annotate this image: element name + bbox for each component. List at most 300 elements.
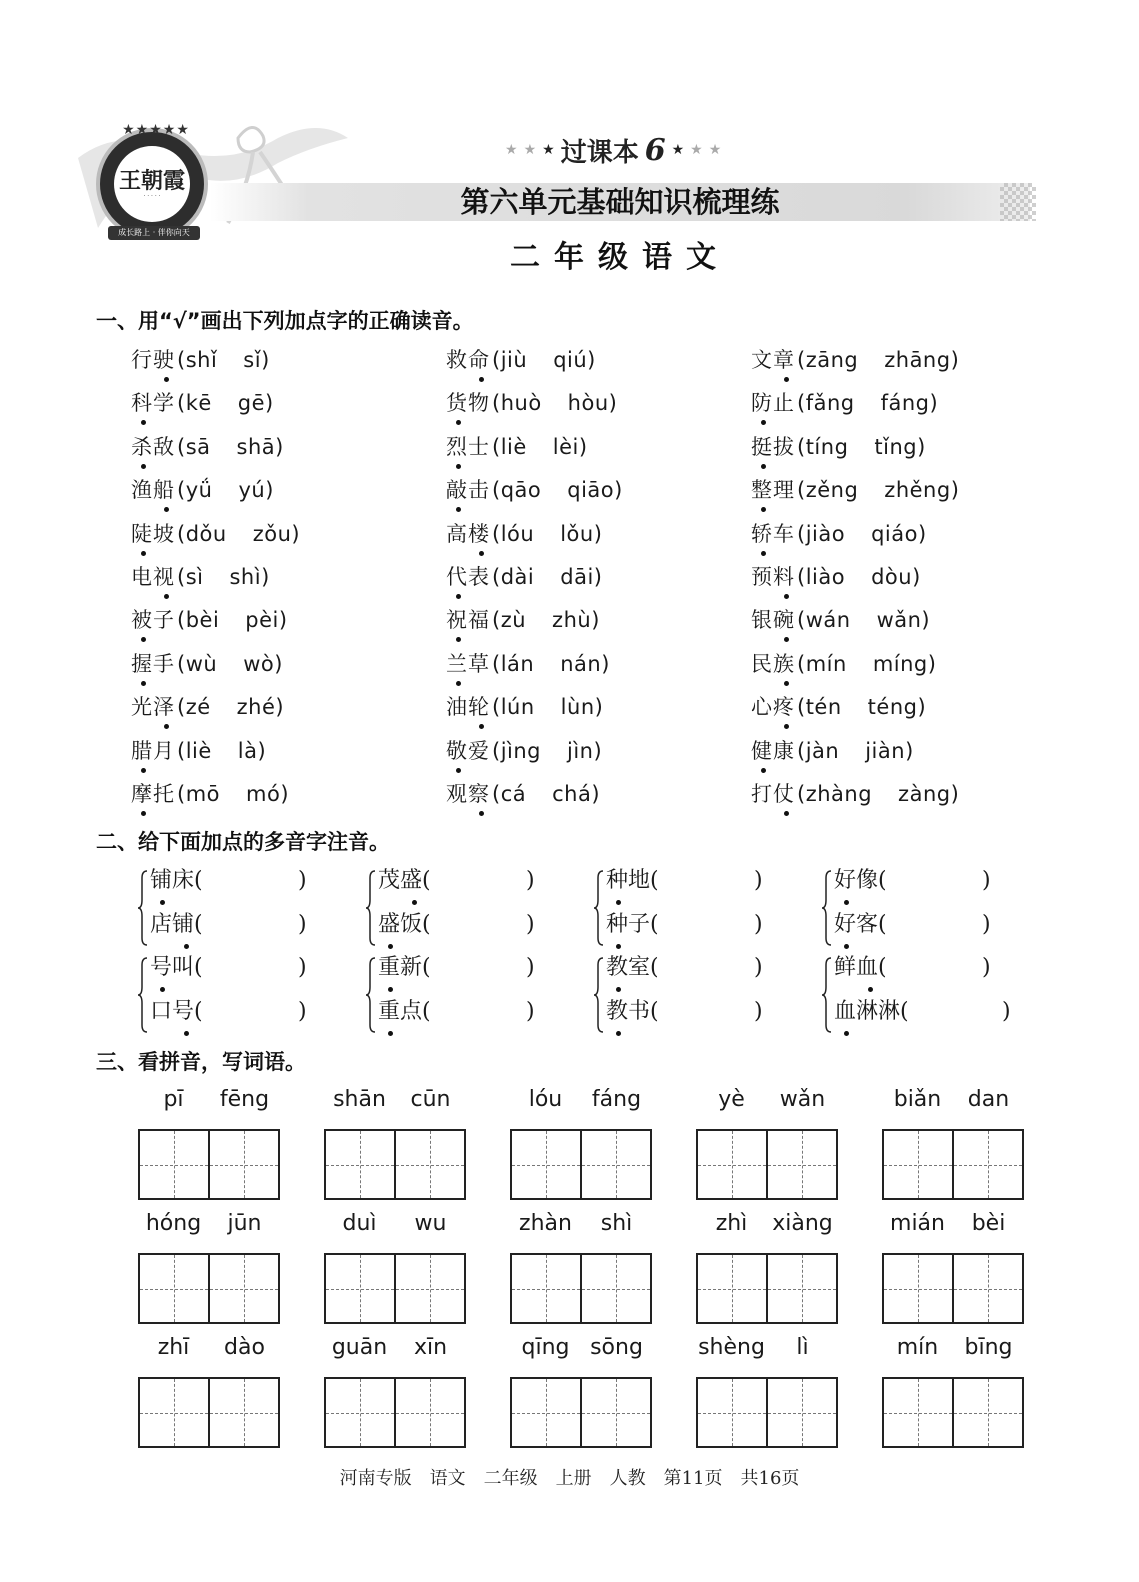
pinyin-option[interactable]: sǐ	[243, 348, 262, 372]
pinyin-syllable: duì	[342, 1211, 377, 1236]
brace-icon	[822, 957, 832, 1033]
pinyin-option[interactable]: zé	[185, 695, 211, 720]
emphasis-dot-icon	[616, 944, 621, 949]
emphasis-dot-icon	[784, 811, 789, 816]
tianzige-grid	[882, 1377, 1024, 1448]
brace-icon	[138, 870, 148, 946]
pinyin-option[interactable]: zhé	[236, 695, 276, 720]
emphasis-dot-icon	[761, 464, 766, 469]
answer-blank[interactable]: )	[754, 868, 763, 893]
pinyin-option[interactable]: jiàn	[865, 738, 906, 763]
answer-open-paren: (	[878, 868, 887, 893]
logo-subtext: · · · · ·	[143, 192, 161, 200]
pinyin-syllable: sōng	[590, 1335, 643, 1360]
pinyin-option[interactable]: liào	[805, 565, 846, 589]
pinyin-option[interactable]: jiào	[805, 521, 846, 546]
writing-cell[interactable]	[698, 1131, 766, 1198]
pinyin-options: (shǐ sǐ)	[177, 348, 270, 372]
pinyin-syllable: guān	[331, 1335, 388, 1360]
pinyin-syllable: mián	[890, 1211, 945, 1236]
pinyin-options: (jiào qiáo)	[797, 521, 927, 546]
item-word: 预料	[751, 562, 795, 592]
pinyin-syllable: zhàn	[519, 1211, 572, 1236]
writing-cell[interactable]	[884, 1131, 952, 1198]
pinyin-option[interactable]: wán	[805, 608, 851, 633]
polyphone-group	[366, 953, 546, 1037]
pinyin-option[interactable]: jiù	[500, 348, 528, 372]
polyphone-line	[834, 910, 1014, 950]
answer-blank[interactable]: )	[298, 912, 307, 937]
pronunciation-item	[446, 388, 617, 428]
pronunciation-item	[131, 562, 270, 602]
pinyin-option[interactable]: jìng	[500, 738, 542, 763]
pinyin-prompt	[324, 1087, 466, 1117]
logo-tagline: 成长路上 · 伴你向天	[108, 226, 200, 240]
pinyin-syllable: xiàng	[772, 1211, 833, 1236]
pinyin-option[interactable]: tíng	[805, 434, 849, 459]
pronunciation-item	[751, 649, 936, 689]
pinyin-options: (liè là)	[177, 738, 267, 763]
tianzige-grid	[510, 1253, 652, 1324]
pinyin-option[interactable]: fáng	[880, 391, 930, 416]
pinyin-option[interactable]: lǒu	[560, 521, 594, 546]
pronunciation-item	[751, 388, 938, 428]
writing-cell[interactable]	[580, 1131, 650, 1198]
item-word: 油轮	[446, 692, 490, 722]
emphasis-dot-icon	[616, 900, 621, 905]
pinyin-options: (mín míng)	[797, 651, 937, 676]
tianzige-grid	[696, 1377, 838, 1448]
answer-open-paren: (	[422, 868, 431, 893]
answer-open-paren: (	[650, 955, 659, 980]
series-title: 过课本	[560, 137, 639, 168]
pinyin-options: (cá chá)	[492, 782, 601, 806]
emphasis-dot-icon	[761, 507, 766, 512]
writing-cell[interactable]	[326, 1379, 394, 1446]
pinyin-option[interactable]: tén	[805, 695, 842, 720]
item-word: 文章	[751, 345, 795, 375]
polyphone-word: 茂盛	[378, 868, 422, 893]
brace-icon	[366, 870, 376, 946]
pinyin-prompt	[510, 1335, 652, 1365]
pinyin-option[interactable]: qiú	[553, 348, 588, 372]
answer-open-paren: (	[878, 955, 887, 980]
pinyin-options: (sì shì)	[177, 565, 270, 589]
emphasis-dot-icon	[141, 768, 146, 773]
brace-icon	[822, 870, 832, 946]
star-icon: ★	[523, 142, 537, 158]
emphasis-dot-icon	[456, 464, 461, 469]
writing-cell[interactable]	[952, 1255, 1022, 1322]
pinyin-syllable: shì	[600, 1211, 633, 1236]
pinyin-prompt	[510, 1087, 652, 1117]
pinyin-syllable: cūn	[410, 1087, 451, 1112]
writing-cell[interactable]	[766, 1379, 836, 1446]
pinyin-prompt	[138, 1335, 280, 1365]
emphasis-dot-icon	[141, 681, 146, 686]
pinyin-prompt	[882, 1211, 1024, 1241]
pinyin-option[interactable]: sì	[185, 565, 204, 589]
emphasis-dot-icon	[844, 1031, 849, 1036]
writing-cell[interactable]	[698, 1255, 766, 1322]
pinyin-option[interactable]: yǘ	[185, 478, 213, 503]
item-word: 摩托	[131, 779, 175, 809]
tianzige-grid	[882, 1129, 1024, 1200]
writing-cell[interactable]	[394, 1131, 464, 1198]
item-word: 防止	[751, 388, 795, 418]
pinyin-option[interactable]: lèi	[552, 434, 579, 459]
pinyin-option[interactable]: sā	[185, 434, 211, 459]
item-word: 观察	[446, 779, 490, 809]
polyphone-word: 种地	[606, 868, 650, 893]
emphasis-dot-icon	[784, 594, 789, 599]
answer-open-paren: (	[194, 868, 203, 893]
pronunciation-item	[751, 562, 921, 602]
pinyin-option[interactable]: jìn	[567, 738, 594, 763]
pinyin-option[interactable]: dài	[500, 565, 535, 589]
answer-open-paren: (	[194, 912, 203, 937]
polyphone-line	[834, 997, 1014, 1037]
pronunciation-item	[131, 345, 270, 385]
writing-cell[interactable]	[766, 1131, 836, 1198]
polyphone-line	[834, 866, 1014, 906]
answer-blank[interactable]: )	[526, 955, 535, 980]
pinyin-options: (lán nán)	[492, 651, 610, 676]
emphasis-dot-icon	[761, 768, 766, 773]
pronunciation-item	[751, 605, 930, 645]
tianzige-grid	[696, 1129, 838, 1200]
polyphone-line	[378, 997, 558, 1037]
answer-blank[interactable]: )	[298, 955, 307, 980]
series-number: 6	[644, 132, 666, 168]
pinyin-syllable: bèi	[971, 1211, 1006, 1236]
pronunciation-item	[446, 779, 600, 819]
item-word: 打仗	[751, 779, 795, 809]
item-word: 兰草	[446, 649, 490, 679]
answer-blank[interactable]: )	[526, 999, 535, 1024]
emphasis-dot-icon	[456, 420, 461, 425]
answer-open-paren: (	[900, 999, 909, 1024]
pinyin-option[interactable]: huò	[500, 391, 542, 416]
writing-cell[interactable]	[512, 1379, 580, 1446]
answer-blank[interactable]: )	[1002, 999, 1011, 1024]
pinyin-options: (liè lèi)	[492, 434, 588, 459]
pinyin-options: (zěng zhěng)	[797, 478, 960, 503]
pinyin-option[interactable]: dǒu	[185, 521, 227, 546]
writing-cell[interactable]	[580, 1379, 650, 1446]
pronunciation-item	[751, 345, 959, 385]
pinyin-option[interactable]: liè	[185, 738, 212, 763]
pinyin-option[interactable]: chá	[552, 782, 592, 806]
polyphone-word: 重新	[378, 955, 422, 980]
word-writing-item	[138, 1335, 280, 1447]
polyphone-line	[378, 910, 558, 950]
emphasis-dot-icon	[388, 944, 393, 949]
emphasis-dot-icon	[784, 681, 789, 686]
emphasis-dot-icon	[844, 900, 849, 905]
pinyin-option[interactable]: qiāo	[567, 478, 615, 503]
answer-open-paren: (	[422, 955, 431, 980]
pinyin-options: (fǎng fáng)	[797, 391, 939, 416]
tianzige-grid	[510, 1129, 652, 1200]
pinyin-option[interactable]: qiáo	[871, 521, 918, 546]
page-title: 第六单元基础知识梳理练	[460, 185, 780, 219]
pinyin-option[interactable]: zǒu	[252, 521, 292, 546]
pinyin-option[interactable]: mó	[246, 782, 281, 806]
polyphone-line	[606, 953, 786, 993]
pinyin-options: (lóu lǒu)	[492, 521, 603, 546]
word-writing-item	[510, 1211, 652, 1323]
item-word: 被子	[131, 605, 175, 635]
emphasis-dot-icon	[456, 681, 461, 686]
polyphone-group	[822, 953, 1011, 1037]
item-word: 整理	[751, 475, 795, 505]
emphasis-dot-icon	[141, 551, 146, 556]
part2-heading: 二、给下面加点的多音字注音。	[96, 830, 390, 854]
item-word: 挺拔	[751, 432, 795, 462]
emphasis-dot-icon	[164, 594, 169, 599]
pronunciation-item	[131, 475, 274, 515]
answer-open-paren: (	[194, 955, 203, 980]
pronunciation-item	[446, 649, 610, 689]
pinyin-option[interactable]: là	[237, 738, 258, 763]
pronunciation-item	[131, 432, 284, 472]
pinyin-option[interactable]: lán	[500, 651, 535, 676]
pinyin-syllable: zhī	[157, 1335, 190, 1360]
answer-open-paren: (	[422, 912, 431, 937]
pinyin-option[interactable]: téng	[867, 695, 918, 720]
answer-blank[interactable]: )	[754, 912, 763, 937]
writing-cell[interactable]	[766, 1255, 836, 1322]
pinyin-options: (bèi pèi)	[177, 608, 288, 633]
polyphone-line	[378, 953, 558, 993]
pinyin-option[interactable]: dòu	[871, 565, 913, 589]
pinyin-option[interactable]: fǎng	[805, 391, 855, 416]
polyphone-word: 教室	[606, 955, 650, 980]
pinyin-option[interactable]: wù	[185, 651, 218, 676]
pronunciation-item	[446, 562, 603, 602]
pinyin-option[interactable]: pèi	[245, 608, 279, 633]
writing-cell[interactable]	[140, 1255, 208, 1322]
pinyin-syllable: dan	[967, 1087, 1010, 1112]
item-word: 货物	[446, 388, 490, 418]
subject-title: 二年级语文	[510, 240, 730, 275]
pinyin-option[interactable]: tǐng	[874, 434, 918, 459]
pronunciation-item	[446, 475, 623, 515]
emphasis-dot-icon	[141, 811, 146, 816]
pinyin-option[interactable]: dāi	[560, 565, 594, 589]
pinyin-option[interactable]: shǐ	[185, 348, 218, 372]
pinyin-option[interactable]: liè	[500, 434, 527, 459]
pinyin-option[interactable]: mín	[805, 651, 847, 676]
answer-blank[interactable]: )	[982, 955, 991, 980]
pinyin-option[interactable]: jàn	[805, 738, 840, 763]
polyphone-line	[150, 866, 330, 906]
writing-cell[interactable]	[698, 1379, 766, 1446]
pinyin-option[interactable]: mō	[185, 782, 221, 806]
answer-blank[interactable]: )	[526, 912, 535, 937]
writing-cell[interactable]	[512, 1131, 580, 1198]
polyphone-word: 盛饭	[378, 912, 422, 937]
pinyin-syllable: lì	[796, 1335, 809, 1360]
brace-icon	[366, 957, 376, 1033]
emphasis-dot-icon	[184, 944, 189, 949]
emphasis-dot-icon	[456, 637, 461, 642]
polyphone-word: 血淋淋	[834, 999, 900, 1024]
pinyin-options: (zé zhé)	[177, 695, 285, 720]
pinyin-option[interactable]: wò	[243, 651, 275, 676]
pinyin-option[interactable]: lún	[500, 695, 535, 720]
writing-cell[interactable]	[394, 1379, 464, 1446]
word-writing-item	[138, 1211, 280, 1323]
word-writing-item	[324, 1335, 466, 1447]
polyphone-group	[594, 866, 774, 950]
tianzige-grid	[696, 1253, 838, 1324]
pinyin-options: (wán wǎn)	[797, 608, 931, 633]
writing-cell[interactable]	[140, 1379, 208, 1446]
pinyin-option[interactable]: lùn	[560, 695, 595, 720]
pinyin-option[interactable]: kē	[185, 391, 212, 416]
pronunciation-item	[131, 388, 274, 428]
writing-cell[interactable]	[952, 1131, 1022, 1198]
pronunciation-item	[751, 692, 926, 732]
tianzige-grid	[138, 1129, 280, 1200]
writing-cell[interactable]	[512, 1255, 580, 1322]
pinyin-options: (dǒu zǒu)	[177, 521, 301, 546]
pinyin-option[interactable]: zhěng	[884, 478, 951, 503]
item-word: 电视	[131, 562, 175, 592]
star-icon: ★	[708, 142, 722, 158]
pinyin-syllable: fáng	[591, 1087, 642, 1112]
emphasis-dot-icon	[784, 724, 789, 729]
pinyin-option[interactable]: gē	[237, 391, 266, 416]
pinyin-syllable: shèng	[698, 1335, 765, 1360]
writing-cell[interactable]	[326, 1255, 394, 1322]
answer-blank[interactable]: )	[298, 868, 307, 893]
pronunciation-item	[446, 432, 588, 472]
item-word: 健康	[751, 736, 795, 766]
word-writing-item	[882, 1087, 1024, 1199]
writing-cell[interactable]	[208, 1255, 278, 1322]
emphasis-dot-icon	[761, 551, 766, 556]
pinyin-option[interactable]: zěng	[805, 478, 859, 503]
pinyin-option[interactable]: nán	[560, 651, 602, 676]
answer-open-paren: (	[878, 912, 887, 937]
pinyin-option[interactable]: zhù	[552, 608, 592, 633]
pinyin-options: (sā shā)	[177, 434, 284, 459]
writing-cell[interactable]	[884, 1255, 952, 1322]
word-writing-item	[696, 1335, 838, 1447]
writing-cell[interactable]	[394, 1255, 464, 1322]
item-word: 陡坡	[131, 519, 175, 549]
pronunciation-item	[446, 736, 602, 776]
answer-blank[interactable]: )	[754, 955, 763, 980]
answer-blank[interactable]: )	[526, 868, 535, 893]
writing-cell[interactable]	[208, 1379, 278, 1446]
writing-cell[interactable]	[140, 1131, 208, 1198]
writing-cell[interactable]	[326, 1131, 394, 1198]
pinyin-option[interactable]: zàng	[898, 782, 951, 806]
item-word: 杀敌	[131, 432, 175, 462]
pinyin-options: (huò hòu)	[492, 391, 618, 416]
pinyin-prompt	[696, 1087, 838, 1117]
item-word: 轿车	[751, 519, 795, 549]
pinyin-option[interactable]: lóu	[500, 521, 535, 546]
emphasis-dot-icon	[164, 724, 169, 729]
pinyin-syllable: wu	[414, 1211, 447, 1236]
emphasis-dot-icon	[164, 507, 169, 512]
pinyin-option[interactable]: cá	[500, 782, 527, 806]
answer-blank[interactable]: )	[298, 999, 307, 1024]
pinyin-option[interactable]: shā	[236, 434, 276, 459]
emphasis-dot-icon	[160, 900, 165, 905]
writing-cell[interactable]	[952, 1379, 1022, 1446]
pronunciation-item	[446, 345, 596, 385]
pinyin-option[interactable]: shì	[229, 565, 262, 589]
pronunciation-item	[446, 605, 600, 645]
writing-cell[interactable]	[884, 1379, 952, 1446]
writing-cell[interactable]	[208, 1131, 278, 1198]
item-word: 烈士	[446, 432, 490, 462]
answer-blank[interactable]: )	[754, 999, 763, 1024]
star-icon: ★	[671, 142, 685, 158]
word-writing-item	[510, 1335, 652, 1447]
pinyin-option[interactable]: zhāng	[884, 348, 951, 372]
pinyin-options: (wù wò)	[177, 651, 283, 676]
pinyin-option[interactable]: zāng	[805, 348, 859, 372]
answer-open-paren: (	[194, 999, 203, 1024]
pinyin-option[interactable]: qāo	[500, 478, 542, 503]
writing-cell[interactable]	[580, 1255, 650, 1322]
brace-icon	[594, 957, 604, 1033]
pinyin-syllable: bīng	[964, 1335, 1013, 1360]
emphasis-dot-icon	[456, 594, 461, 599]
emphasis-dot-icon	[868, 987, 873, 992]
pinyin-option[interactable]: wǎn	[876, 608, 922, 633]
answer-open-paren: (	[650, 868, 659, 893]
answer-blank[interactable]: )	[982, 912, 991, 937]
polyphone-word: 鲜血	[834, 955, 878, 980]
pronunciation-item	[751, 432, 926, 472]
emphasis-dot-icon	[479, 377, 484, 382]
emphasis-dot-icon	[784, 377, 789, 382]
item-word: 代表	[446, 562, 490, 592]
polyphone-word: 教书	[606, 999, 650, 1024]
pronunciation-item	[751, 736, 914, 776]
polyphone-group	[138, 953, 318, 1037]
item-word: 祝福	[446, 605, 490, 635]
item-word: 民族	[751, 649, 795, 679]
pronunciation-item	[131, 519, 300, 559]
emphasis-dot-icon	[784, 637, 789, 642]
item-word: 银碗	[751, 605, 795, 635]
pinyin-options: (jàn jiàn)	[797, 738, 914, 763]
pinyin-option[interactable]: bèi	[185, 608, 220, 633]
pinyin-option[interactable]: zhàng	[805, 782, 873, 806]
answer-blank[interactable]: )	[982, 868, 991, 893]
pinyin-option[interactable]: míng	[872, 651, 928, 676]
pinyin-option[interactable]: zù	[500, 608, 527, 633]
pinyin-options: (liào dòu)	[797, 565, 921, 589]
pronunciation-item	[751, 779, 959, 819]
pinyin-option[interactable]: yú	[238, 478, 266, 503]
pinyin-option[interactable]: hòu	[567, 391, 609, 416]
pinyin-options: (yǘ yú)	[177, 478, 274, 503]
polyphone-line	[606, 910, 786, 950]
brace-icon	[138, 957, 148, 1033]
polyphone-group	[594, 953, 774, 1037]
pinyin-prompt	[138, 1087, 280, 1117]
